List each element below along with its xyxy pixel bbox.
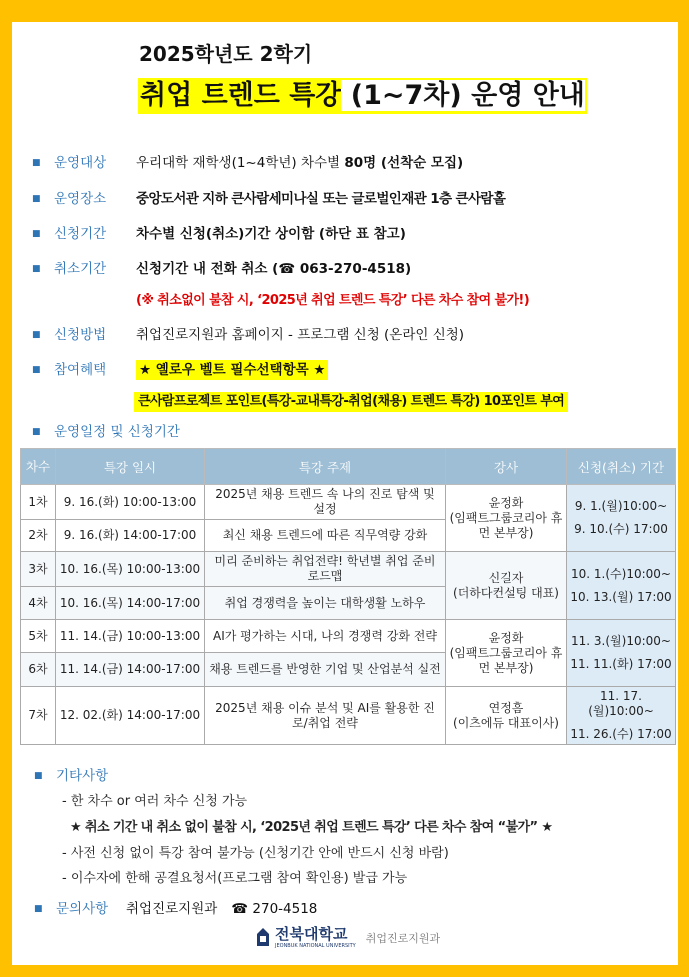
cell-date: 9. 16.(화) 10:00-13:00: [56, 485, 205, 520]
etc-item: - 이수자에 한해 공결요청서(프로그램 참여 확인용) 발급 가능: [62, 871, 408, 886]
etc-heading: [34, 767, 678, 785]
table-row: [21, 620, 676, 653]
notice-page: [12, 22, 678, 965]
info-value: 신청기간 내 전화 취소 (☎ 063-270-4518): [136, 261, 412, 277]
cell-lecturer: 윤정화 (임팩트그룹코리아 휴먼 본부장): [446, 485, 567, 552]
schedule-heading: [32, 423, 180, 441]
table-row: [21, 687, 676, 745]
info-value: 우리대학 재학생(1~4학년) 차수별 80명 (선착순 모집): [136, 155, 464, 171]
lower-section: [12, 448, 678, 950]
cell-topic: AI가 평가하는 시대, 나의 경쟁력 강화 전략: [205, 620, 446, 653]
cell-date: 12. 02.(화) 14:00-17:00: [56, 687, 205, 745]
table-row: [21, 485, 676, 520]
cell-lecturer: 연정흠 (이츠에듀 대표이사): [446, 687, 567, 745]
contact: [34, 900, 678, 918]
etc-item: - 한 차수 or 여러 차수 신청 가능: [62, 794, 248, 809]
header-lecturer: 강사: [446, 449, 567, 485]
bullet-icon: ■: [32, 264, 41, 274]
info-value: 차수별 신청(취소)기간 상이함 (하단 표 참고): [136, 226, 406, 242]
bullet-icon: ■: [32, 229, 41, 239]
university-name: 전북대학교: [275, 925, 348, 943]
cell-no: 5차: [21, 620, 56, 653]
info-label: 참여혜택: [54, 362, 107, 378]
cell-lecturer: 윤정화 (임팩트그룹코리아 휴먼 본부장): [446, 620, 567, 687]
bullet-icon: ■: [32, 427, 41, 437]
cancel-warning: (※ 취소없이 불참 시, ‘2025년 취업 트렌드 특강’ 다른 차수 참여 불가!): [136, 293, 530, 308]
etc-item: - 사전 신청 없이 특강 참여 불가능 (신청기간 안에 반드시 신청 바람): [62, 846, 449, 861]
cell-no: 2차: [21, 520, 56, 552]
contact-dept: 취업진로지원과: [126, 901, 218, 917]
footer-dept: 취업진로지원과: [365, 932, 441, 945]
cell-topic: 미리 준비하는 취업전략! 학년별 취업 준비 로드맵: [205, 552, 446, 587]
header-no: 차수: [21, 449, 56, 485]
bullet-icon: ■: [34, 771, 43, 781]
bullet-icon: ■: [34, 904, 43, 914]
cell-date: 9. 16.(화) 14:00-17:00: [56, 520, 205, 552]
cell-period: 11. 3.(월)10:00~ 11. 11.(화) 17:00: [567, 620, 676, 687]
info-label: 신청기간: [54, 226, 107, 242]
university-name-en: JEONBUK NATIONAL UNIVERSITY: [275, 943, 356, 949]
cell-no: 4차: [21, 587, 56, 620]
bullet-icon: ■: [32, 194, 41, 204]
university-wordmark: [275, 926, 356, 950]
info-place: [32, 190, 505, 208]
cell-date: 11. 14.(금) 10:00-13:00: [56, 620, 205, 653]
header-period: 신청(취소) 기간: [567, 449, 676, 485]
info-label: 운영대상: [54, 155, 107, 171]
footer-logo: [256, 926, 678, 950]
cell-topic: 취업 경쟁력을 높이는 대학생활 노하우: [205, 587, 446, 620]
bullet-icon: ■: [32, 365, 41, 375]
info-label: 취소기간: [54, 261, 107, 277]
university-emblem-icon: [256, 928, 270, 948]
cell-topic: 2025년 채용 트렌드 속 나의 진로 탐색 및 설정: [205, 485, 446, 520]
page-title: [138, 78, 587, 114]
etc-warning: ★ 취소 기간 내 취소 없이 불참 시, ‘2025년 취업 트렌드 특강’ 다른 차수 참여 “불가” ★: [70, 820, 553, 835]
cell-period: 11. 17.(월)10:00~ 11. 26.(수) 17:00: [567, 687, 676, 745]
cell-period: 10. 1.(수)10:00~ 10. 13.(월) 17:00: [567, 552, 676, 620]
title-highlight: 취업 트렌드 특강: [140, 80, 342, 111]
table-row: [21, 552, 676, 587]
info-value: ★ 옐로우 벨트 필수선택항목 ★: [136, 360, 328, 380]
info-value: 취업진로지원과 홈페이지 - 프로그램 신청 (온라인 신청): [136, 327, 465, 343]
info-label: 신청방법: [54, 327, 107, 343]
cell-date: 10. 16.(목) 14:00-17:00: [56, 587, 205, 620]
cell-no: 3차: [21, 552, 56, 587]
cell-period: 9. 1.(월)10:00~ 9. 10.(수) 17:00: [567, 485, 676, 552]
bullet-icon: ■: [32, 158, 41, 168]
title-rest: (1~7차) 운영 안내: [341, 80, 585, 111]
info-label: 운영장소: [54, 191, 107, 207]
cell-no: 1차: [21, 485, 56, 520]
table-header: [21, 449, 676, 485]
info-value: 중앙도서관 지하 큰사람세미나실 또는 글로벌인재관 1층 큰사람홀: [136, 191, 506, 207]
benefit-detail: 큰사람프로젝트 포인트(특강-교내특강-취업(채용) 트렌드 특강) 10포인트 부여: [134, 392, 568, 412]
cell-no: 7차: [21, 687, 56, 745]
etc-label: 기타사항: [56, 768, 109, 784]
bullet-icon: ■: [32, 330, 41, 340]
info-cancel-period: [32, 260, 411, 278]
cell-topic: 채용 트렌드를 반영한 기업 및 산업분석 실전: [205, 653, 446, 687]
cell-topic: 2025년 채용 이슈 분석 및 AI를 활용한 진로/취업 전략: [205, 687, 446, 745]
info-benefit: [32, 360, 328, 380]
cell-date: 10. 16.(목) 10:00-13:00: [56, 552, 205, 587]
contact-label: 문의사항: [56, 901, 109, 917]
cell-no: 6차: [21, 653, 56, 687]
schedule-label: 운영일정 및 신청기간: [54, 424, 180, 440]
header-date: 특강 일시: [56, 449, 205, 485]
header-topic: 특강 주제: [205, 449, 446, 485]
info-apply-period: [32, 225, 406, 243]
cell-lecturer: 신길자 (더하다컨설팅 대표): [446, 552, 567, 620]
info-method: [32, 326, 464, 344]
subtitle: 2025학년도 2학기: [139, 42, 313, 66]
cell-date: 11. 14.(금) 14:00-17:00: [56, 653, 205, 687]
contact-phone: ☎ 270-4518: [231, 901, 318, 917]
schedule-table: [20, 448, 676, 745]
info-target: [32, 154, 463, 172]
cell-topic: 최신 채용 트렌드에 따른 직무역량 강화: [205, 520, 446, 552]
